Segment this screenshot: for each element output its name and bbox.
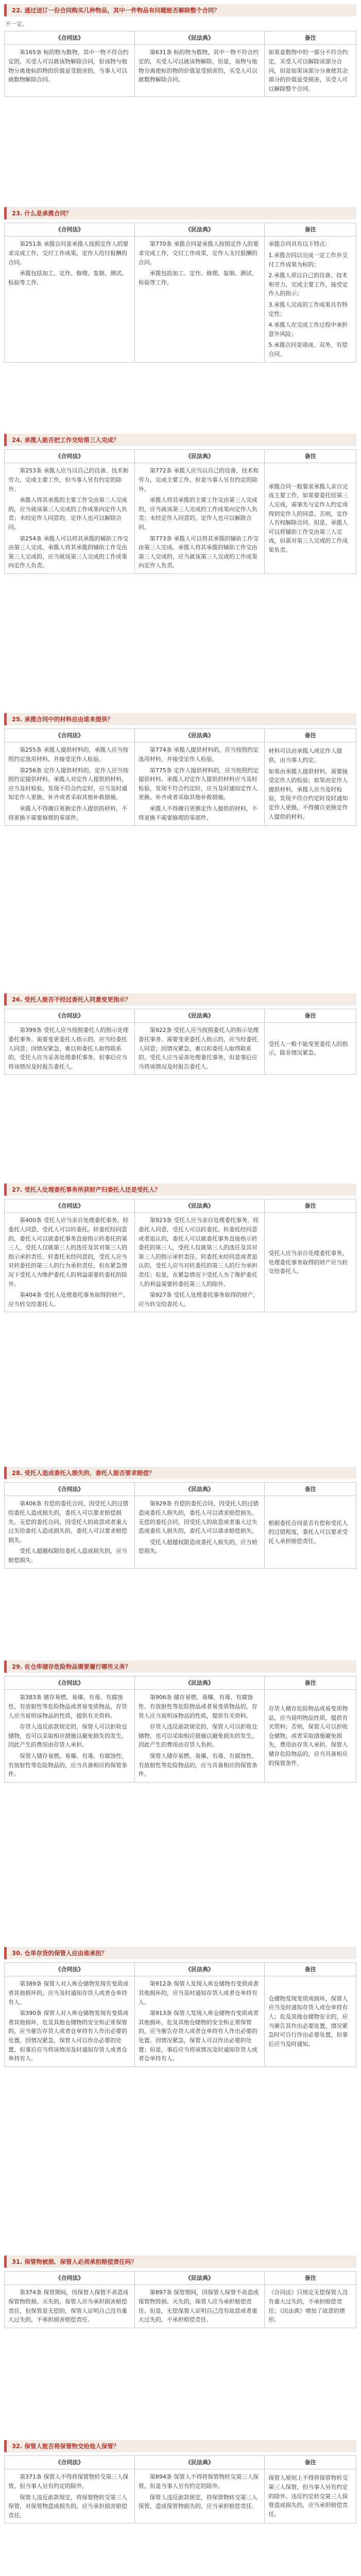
paragraph: 保管人违反前款规定，将保管物转交第三人保管，对保管物造成损失的，应当承担损害赔偿责任。 [8, 2494, 127, 2519]
table-row [5, 1496, 356, 1568]
civil-code-cell [134, 1690, 265, 1782]
contract-law-cell [5, 463, 135, 574]
paragraph: 第165条 标的物为数物，其中一物不符合约定的，买受人可以就该物解除合同，但该物与他物分离使标的物的价值显受损害的，当事人可以就数物解除合同。 [8, 49, 129, 83]
header-civil-code: 《民法典》 [134, 450, 265, 463]
paragraph: 3.承揽人完成的工作成果具有特定性； [268, 301, 348, 317]
paragraph: 第383条 储存易燃、易爆、有毒、有腐蚀性、有放射性等危险物品或者易变质物品，存货人应当说明该物品的性质，提供有关资料。 [8, 1694, 127, 1719]
contract-law-cell [5, 45, 135, 97]
paragraph: 承揽包括加工、定作、修理、复制、测试、检验等工作。 [8, 270, 127, 286]
civil-code-cell [134, 463, 265, 574]
paragraph: 第390条 保管人对入库仓储物发现有变质或者其他损坏，危及其他仓储物的安全和正常保管的，应当催告存货人或者仓单持有人作出必要的处置。因情况紧急，保管人可以作出必要的处置，但事后应当将该情况及时通知存货人或者仓单持有人。 [8, 2010, 129, 2062]
header-contract-law: 《合同法》 [5, 1676, 135, 1690]
table-header-row [5, 223, 356, 236]
paragraph: 5.承揽合同是诺成、双务、有偿合同。 [268, 342, 348, 358]
table-header-row [5, 1676, 356, 1690]
table-row [5, 2469, 356, 2523]
paragraph: 第927条 受托人处理委托事务取得的财产，应当转交给委托人。 [138, 1292, 259, 1308]
paragraph: 第775条 定作人提供材料的，应当按照约定提供材料。承揽人对定作人提供的材料应当及时检验，发现不符合约定时，应当及时通知定作人更换、补齐或者采取其他补救措施。 [138, 767, 259, 801]
contract-law-cell [5, 1213, 135, 1312]
qa-section [4, 207, 356, 363]
header-civil-code: 《民法典》 [134, 1009, 265, 1023]
note-cell [265, 463, 356, 574]
paragraph: 承揽人不得擅自更换定作人提供的材料，不得更换不需要修理的零部件。 [138, 805, 257, 821]
paragraph: 第897条 保管期间，因保管人保管不善造成保管物毁损、灭失的，保管人应当承担赔偿责任。但是，无偿保管人证明自己没有故意或者重大过失的，不承担赔偿责任。 [138, 2289, 259, 2324]
civil-code-cell [134, 1496, 265, 1568]
paragraph: 第772条 承揽人应当以自己的设备、技术和劳力，完成主要工作，但是当事人另有约定的除外。 [138, 467, 259, 493]
header-civil-code: 《民法典》 [134, 1483, 265, 1496]
table-row [5, 2285, 356, 2328]
contract-law-cell [5, 1023, 135, 1075]
qa-section [4, 1947, 356, 2067]
comparison-table [4, 31, 356, 97]
paragraph: 承揽合同具有以下特点： [268, 241, 331, 248]
paragraph: 第400条 受托人应当亲自处理委托事务。经委托人同意，受托人可以转委托。转委托经同意的，委托人可以就委托事务直接指示转委托的第三人，受托人仅就第三人的选任及其对第三人的指示承担责任。转委托未经同意的，受托人应当对转委托的第三人的行为承担责任，但在紧急情况下受托人为维护委托人的利益需要转委托的除外。 [8, 1217, 129, 1287]
paragraph: 如果由承揽人提供材料，需要接受定作人的检验；如果由定作人提供材料，承揽人应当及时检验，发现不符合约定时及时通知定作人更换，不得擅自更换定作人提供的材料。 [268, 768, 348, 820]
table-row [5, 742, 356, 826]
paragraph: 受托人应当亲自处理委托事务，处理委托事务取得的财产应当转交给委托人。 [268, 1249, 348, 1275]
qa-section [4, 2256, 356, 2328]
comparison-table [4, 2271, 356, 2328]
table-header-row [5, 450, 356, 463]
contract-law-cell [5, 2285, 135, 2328]
qa-section [4, 1467, 356, 1569]
paragraph: 4.承揽人在完成工作过程中承担意外风险； [268, 321, 348, 337]
header-note: 备注 [265, 729, 356, 742]
paragraph: 第631条 标的物为数物，其中一物不符合约定的，买受人可以就该物解除。但是，该物与他物分离使标的物的价值显受损害的，买受人可以就数物解除合同。 [138, 49, 259, 83]
table-row [5, 1976, 356, 2066]
comparison-table [4, 223, 356, 363]
paragraph: 如果是数物中的一部分不符合约定，买受人可以解除该部分合同，但是如果该部分分离使其余部分的价值显受损害，买受人可以解除整个合同。 [268, 49, 348, 92]
question-title: 22. 通过送订一份合同购买几种物品，其中一件物品有问题能否解除整个合同？ [4, 4, 356, 16]
contract-law-cell [5, 1496, 135, 1568]
header-contract-law: 《合同法》 [5, 1963, 135, 1976]
header-civil-code: 《民法典》 [134, 31, 265, 45]
header-civil-code: 《民法典》 [134, 1963, 265, 1976]
paragraph: 第929条 有偿的委托合同，因受托人的过错造成委托人损失的，委托人可以请求赔偿损失。无偿的委托合同，因受托人的故意或者重大过失造成委托人损失的，委托人可以请求赔偿损失。 [138, 1500, 259, 1535]
paragraph: 第254条 承揽人可以将其承揽的辅助工作交由第三人完成。承揽人将其承揽的辅助工作交由第三人完成的，应当就该第三人完成的工作成果向定作人负责。 [8, 535, 129, 569]
paragraph: 受托人一般不能变更委托人的指示，除非情况紧急。 [268, 1040, 348, 1057]
comparison-table [4, 1482, 356, 1569]
table-row [5, 1690, 356, 1782]
table-header-row [5, 1483, 356, 1496]
header-civil-code: 《民法典》 [134, 223, 265, 236]
paragraph: 第912条 保管人发现入库仓储物有变质或者其他损坏的，应当及时通知存货人或者仓单持有人。 [138, 1980, 259, 2006]
paragraph: 第774条 承揽人提供材料的，应当按照约定选用材料，并接受定作人检验。 [138, 747, 259, 762]
paragraph: 材料可以由承揽人或定作人提供，由当事人约定。 [268, 748, 342, 764]
paragraph: 存货人储存危险物品或易变质物品，应当说明物品性质，提供有关资料；否则，保管人可以拒收仓储物，或者采取措施避免损失，费用由存货人承担。保管人储存危险物品的，应当具备相应的保管条件。 [268, 1705, 348, 1767]
table-header-row [5, 729, 356, 742]
paragraph: 受托人超越权限造成委托人损失的，应当赔偿损失。 [138, 1538, 257, 1555]
qa-section [4, 1660, 356, 1783]
paragraph: 承揽人不得擅自更换定作人提供的材料，不得更换不需要修理的零部件。 [8, 805, 127, 821]
header-note: 备注 [265, 1199, 356, 1213]
note-cell [265, 45, 356, 97]
qa-section [4, 713, 356, 826]
paragraph: 1.承揽合同以完成一定工作并交付工作成果为标的； [268, 251, 348, 268]
civil-code-cell [134, 236, 265, 362]
comparison-table [4, 1962, 356, 2067]
question-title: 28. 受托人造成委托人损失的，委托人能否要求赔偿？ [4, 1467, 356, 1479]
note-cell [265, 742, 356, 826]
header-note: 备注 [265, 1009, 356, 1023]
comparison-table [4, 1199, 356, 1312]
qa-section [4, 434, 356, 574]
civil-code-cell [134, 2469, 265, 2523]
paragraph: 第251条 承揽合同是承揽人按照定作人的要求完成工作，交付工作成果，定作人给付报酬的合同。 [8, 241, 129, 266]
header-civil-code: 《民法典》 [134, 2272, 265, 2285]
paragraph: 第913条 保管人发现入库仓储物有变质或者其他损坏，危及其他仓储物的安全和正常保管的，应当催告存货人或者仓单持有人作出必要的处置。因情况紧急，保管人可以作出必要的处置；但是，事后应当将该情况及时通知存货人或者仓单持有人。 [138, 2010, 259, 2062]
header-note: 备注 [265, 1676, 356, 1690]
paragraph: 第255条 承揽人提供材料的，承揽人应当按照约定选用材料，并接受定作人检验。 [8, 747, 129, 762]
table-header-row [5, 2272, 356, 2285]
header-note: 备注 [265, 2456, 356, 2469]
header-contract-law: 《合同法》 [5, 31, 135, 45]
paragraph: 仓储物发现变质或损坏，保管人应当及时通知存货人或仓单持有人；危及其他仓储物安全的，应当催告其作出必要处置，情况紧急时可自行作出必要处置，但事后应当及时通知。 [268, 1995, 348, 2047]
header-note: 备注 [265, 1483, 356, 1496]
paragraph: 承揽包括加工、定作、修理、复制、测试、检验等工作。 [138, 270, 257, 286]
paragraph: 第923条 受托人应当亲自处理委托事务。经委托人同意，受托人可以转委托。转委托经同意或者追认的，委托人可以就委托事务直接指示转委托的第三人，受托人仅就第三人的选任及其对第三人的指示承担责任。转委托未经同意或者追认的，受托人应当对转委托的第三人的行为承担责任；但是，在紧急情况下受托人为了维护委托人的利益需要转委托第三人的除外。 [138, 1217, 259, 1287]
paragraph: 存货人违反前款规定的，保管人可以拒收仓储物，也可以采取相应措施以避免损失的发生，因此产生的费用由存货人负担。 [138, 1723, 257, 1749]
qa-section [4, 4, 356, 97]
table-header-row [5, 2456, 356, 2469]
contract-law-cell [5, 1976, 135, 2066]
comparison-table [4, 449, 356, 574]
qa-section [4, 993, 356, 1075]
header-contract-law: 《合同法》 [5, 223, 135, 236]
paragraph: 保管人储存易燃、易爆、有毒、有腐蚀性、有放射性等危险物品的，应当具备相应的保管条件。 [138, 1752, 257, 1778]
paragraph: 第256条 定作人提供材料的，定作人应当按照约定提供材料。承揽人对定作人提供的材料，应当及时检验，发现不符合约定时，应当及时通知定作人更换、补齐或者采取其他补救措施。 [8, 767, 129, 801]
contract-law-cell [5, 1690, 135, 1782]
table-header-row [5, 1009, 356, 1023]
question-title: 30. 仓单存货的保管人应由谁承担？ [4, 1947, 356, 1959]
comparison-table [4, 1676, 356, 1783]
table-row [5, 236, 356, 362]
header-note: 备注 [265, 2272, 356, 2285]
note-cell [265, 1023, 356, 1075]
contract-law-cell [5, 2469, 135, 2523]
paragraph: 第406条 有偿的委托合同，因受托人的过错给委托人造成损失的，委托人可以要求赔偿损失。无偿的委托合同，因受托人的故意或者重大过失给委托人造成损失的，委托人可以要求赔偿损失。 [8, 1500, 129, 1544]
table-row [5, 463, 356, 574]
civil-code-cell [134, 1023, 265, 1075]
paragraph: 第389条 保管人对入库仓储物发现有变质或者其他损坏的，应当及时通知存货人或者仓单持有人。 [8, 1980, 129, 2006]
note-cell [265, 2469, 356, 2523]
header-civil-code: 《民法典》 [134, 729, 265, 742]
paragraph: 保管人储存易燃、易爆、有毒、有腐蚀性、有放射性等危险物品的，应当具备相应的保管条件。 [8, 1752, 127, 1778]
header-civil-code: 《民法典》 [134, 2456, 265, 2469]
qa-section [4, 1183, 356, 1312]
comparison-table [4, 1009, 356, 1075]
contract-law-cell [5, 236, 135, 362]
header-contract-law: 《合同法》 [5, 1009, 135, 1023]
header-note: 备注 [265, 1963, 356, 1976]
civil-code-cell [134, 1213, 265, 1312]
civil-code-cell [134, 2285, 265, 2328]
paragraph: 第894条 保管人不得将保管物转交第三人保管，但是当事人另有约定的除外。 [138, 2473, 259, 2489]
header-contract-law: 《合同法》 [5, 729, 135, 742]
paragraph: 第253条 承揽人应当以自己的设备、技术和劳力，完成主要工作，但当事人另有约定的除外。 [8, 467, 129, 493]
paragraph: 第773条 承揽人可以将其承揽的辅助工作交由第三人完成。承揽人将其承揽的辅助工作交由第三人完成的，应当就该第三人完成的工作成果向定作人负责。 [138, 535, 259, 569]
table-row [5, 45, 356, 97]
header-contract-law: 《合同法》 [5, 450, 135, 463]
paragraph: 《合同法》只规定无偿保管人没有重大过失的，不承担赔偿责任；《民法典》增加了故意的情形。 [268, 2289, 348, 2324]
paragraph: 保管人原则上不得将保管物转交第三人保管，但当事人另有约定的除外。违反约定转交第三人保管造成损失的，应当承担赔偿责任。 [268, 2475, 348, 2518]
paragraph: 第906条 储存易燃、易爆、有毒、有腐蚀性、有放射性等危险物品或者易变质物品的，存货人应当说明该物品的性质，提供有关资料。 [138, 1694, 257, 1719]
question-title: 26. 受托人能否不经过委托人同意变更指示？ [4, 993, 356, 1006]
question-title: 29. 在仓库储存危险物品需要履行哪些义务？ [4, 1660, 356, 1673]
question-title: 25. 承揽合同中的材料应由谁来提供？ [4, 713, 356, 725]
paragraph: 承揽人将其承揽的主要工作交由第三人完成的，应当就该第三人完成的工作成果向定作人负责；未经定作人同意的，定作人也可以解除合同。 [138, 497, 257, 531]
note-cell [265, 1213, 356, 1312]
paragraph: 第404条 受托人处理委托事务取得的财产，应当转交给委托人。 [8, 1292, 129, 1308]
paragraph: 存货人违反前款规定的，保管人可以拒收仓储物，也可以采取相应措施以避免损失的发生，因此产生的费用由存货人承担。 [8, 1723, 127, 1749]
civil-code-cell [134, 45, 265, 97]
paragraph: 保管人违反前款规定，将保管物转交第三人保管，造成保管物损失的，应当承担赔偿责任。 [138, 2494, 257, 2510]
question-title: 32. 保管人能否将保管物交给他人保管？ [4, 2440, 356, 2452]
contract-law-cell [5, 742, 135, 826]
comparison-table [4, 728, 356, 826]
paragraph: 第374条 保管期间，因保管人保管不善造成保管物毁损、灭失的，保管人应当承担损害赔偿责任，但保管是无偿的，保管人证明自己没有重大过失的，不承担损害赔偿责任。 [8, 2289, 129, 2324]
paragraph: 第399条 受托人应当按照委托人的指示处理委托事务。需要变更委托人指示的，应当经委托人同意；因情况紧急，难以和委托人取得联系的，受托人应当妥善处理委托事务，但事后应当将该情况及时报告委托人。 [8, 1027, 129, 1070]
paragraph: 承揽合同一般要求承揽人亲自完成主要工作，如果要委托给第三人完成，需事先与定作人约定或得到定作人的同意。否则，定作人有权解除合同。但是，承揽人可以将辅助工作交由第三人完成，但需对第三人完成的工作成果负责。 [268, 483, 348, 553]
paragraph: 受托人超越权限给委托人造成损失的，应当赔偿损失。 [8, 1548, 127, 1564]
header-contract-law: 《合同法》 [5, 1483, 135, 1496]
header-civil-code: 《民法典》 [134, 1199, 265, 1213]
question-title: 27. 受托人处理委托事务所获财产归委托人还是受托人？ [4, 1183, 356, 1196]
table-header-row [5, 31, 356, 45]
question-title: 31. 保管物被损、保管人必须承担赔偿责任吗？ [4, 2256, 356, 2268]
header-note: 备注 [265, 450, 356, 463]
qa-section [4, 2440, 356, 2523]
paragraph: 根据委托合同是否有偿和受托人的过错程度，委托人可以要求受托人承担赔偿责任。 [268, 1519, 348, 1545]
paragraph: 第922条 受托人应当按照委托人的指示处理委托事务。需要变更委托人指示的，应当经委托人同意；因情况紧急，难以和委托人取得联系的，受托人应当妥善处理委托事务，但是事后应当将该情况及时报告委托人。 [138, 1027, 259, 1070]
header-civil-code: 《民法典》 [134, 1676, 265, 1690]
note-cell [265, 2285, 356, 2328]
table-header-row [5, 1199, 356, 1213]
question-title: 24. 承揽人能否把工作交给第三人完成？ [4, 434, 356, 446]
note-cell [265, 1496, 356, 1568]
note-cell [265, 236, 356, 362]
header-note: 备注 [265, 31, 356, 45]
header-contract-law: 《合同法》 [5, 1199, 135, 1213]
paragraph: 第371条 保管人不得将保管物转交第三人保管，但当事人另有约定的除外。 [8, 2473, 129, 2489]
civil-code-cell [134, 742, 265, 826]
question-title: 23. 什么是承揽合同？ [4, 207, 356, 219]
header-note: 备注 [265, 223, 356, 236]
table-header-row [5, 1963, 356, 1976]
note-cell [265, 1690, 356, 1782]
paragraph: 2.承揽人须以自己的设备、技术和劳力，完成主要工作，接受定作人的指示； [268, 272, 348, 297]
civil-code-cell [134, 1976, 265, 2066]
paragraph: 承揽人将其承揽的主要工作交由第三人完成的，应当就该第三人完成的工作成果向定作人负责；未经定作人同意的，定作人也可以解除合同。 [8, 497, 127, 531]
answer-summary: 不一定。 [5, 21, 28, 27]
table-row [5, 1023, 356, 1075]
paragraph: 第770条 承揽合同是承揽人按照定作人的要求完成工作，交付工作成果，定作人支付报酬的合同。 [138, 241, 259, 266]
table-row [5, 1213, 356, 1312]
note-cell [265, 1976, 356, 2066]
header-contract-law: 《合同法》 [5, 2272, 135, 2285]
comparison-table [4, 2455, 356, 2523]
header-contract-law: 《合同法》 [5, 2456, 135, 2469]
